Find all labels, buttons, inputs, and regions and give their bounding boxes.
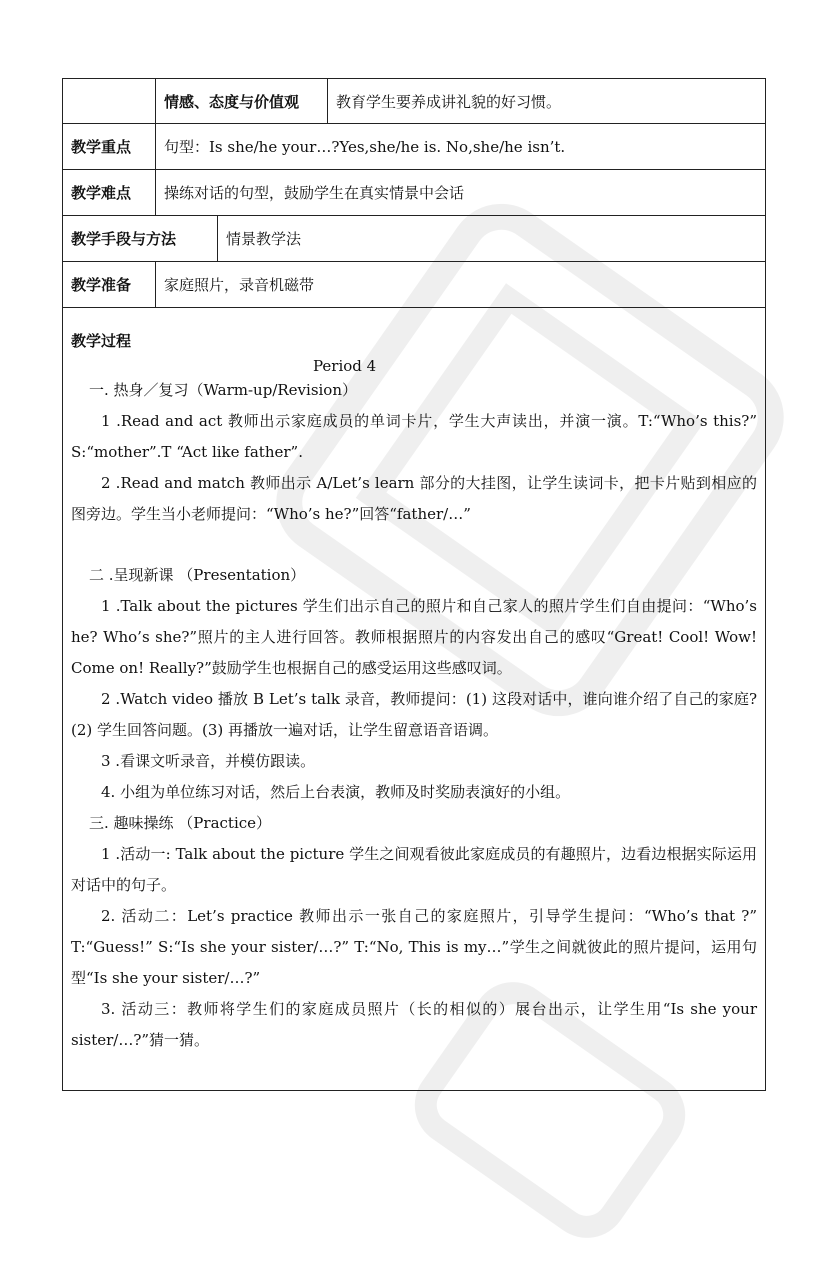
section-heading: 一. 热身／复习（Warm-up/Revision） (89, 381, 358, 399)
period-label: Period 4 (313, 357, 377, 375)
row-attitude (63, 79, 766, 124)
label-methods: 教学手段与方法 (63, 216, 218, 262)
process-paragraph: 2 .Read and match 教师出示 A/Let’s learn 部分的大挂图，让学生读词卡，把卡片贴到相应的图旁边。学生当小老师提问：“Who’s he?”回答“father/…” (71, 474, 757, 523)
value-methods: 情景教学法 (218, 216, 766, 262)
row-preparation (63, 262, 766, 308)
value-key-points: 句型：Is she/he your…?Yes,she/he is. No,she/he isn’t. (156, 124, 766, 170)
process-paragraph: 3. 活动三：教师将学生们的家庭成员照片（长的相似的）展台出示，让学生用“Is she your sister/…?”猜一猜。 (71, 1000, 757, 1049)
process-title: 教学过程 (71, 332, 132, 350)
process-paragraph: 2 .Watch video 播放 B Let’s talk 录音，教师提问：(1) 这段对话中，谁向谁介绍了自己的家庭? (2) 学生回答问题。(3) 再播放一遍对话，让学生留意语音语调。 (71, 690, 757, 739)
empty-cell (63, 79, 156, 124)
row-difficulties (63, 170, 766, 216)
process-paragraph: 1 .Talk about the pictures 学生们出示自己的照片和自己家人的照片学生们自由提问：“Who’s he? Who’s she?”照片的主人进行回答。教师根据照片的内容发出自己的感叹“Great! Cool! Wow! Come on! Really?”鼓励学生也根据自己的感受运用这些感叹词。 (71, 597, 757, 677)
section-heading: 二 .呈现新课 （Presentation） (89, 566, 306, 584)
value-attitude: 教育学生要养成讲礼貌的好习惯。 (328, 79, 766, 124)
process-paragraph: 2. 活动二：Let’s practice 教师出示一张自己的家庭照片，引导学生提问：“Who’s that ?” T:“Guess!” S:“Is she your sister/…?” T:“No, This is my…”学生之间就彼此的照片提问，运用句型“Is she your sister/…?” (71, 907, 757, 987)
label-difficulties: 教学难点 (63, 170, 156, 216)
value-difficulties: 操练对话的句型，鼓励学生在真实情景中会话 (156, 170, 766, 216)
section-heading: 三. 趣味操练 （Practice） (89, 814, 272, 832)
row-process (63, 308, 766, 1091)
row-methods (63, 216, 766, 262)
label-preparation: 教学准备 (63, 262, 156, 308)
row-key-points (63, 124, 766, 170)
value-preparation: 家庭照片，录音机磁带 (156, 262, 766, 308)
process-paragraph: 4. 小组为单位练习对话，然后上台表演，教师及时奖励表演好的小组。 (101, 783, 571, 801)
process-cell (63, 308, 766, 1091)
label-key-points: 教学重点 (63, 124, 156, 170)
process-paragraph: 1 .活动一: Talk about the picture 学生之间观看彼此家庭成员的有趣照片，边看边根据实际运用对话中的句子。 (71, 845, 757, 894)
lesson-plan-table (62, 78, 766, 1091)
process-paragraph: 3 .看课文听录音，并模仿跟读。 (101, 752, 316, 770)
label-attitude: 情感、态度与价值观 (156, 79, 328, 124)
process-paragraph: 1 .Read and act 教师出示家庭成员的单词卡片，学生大声读出，并演一演。T:“Who’s this?” S:“mother”.T “Act like father”. (71, 412, 757, 461)
